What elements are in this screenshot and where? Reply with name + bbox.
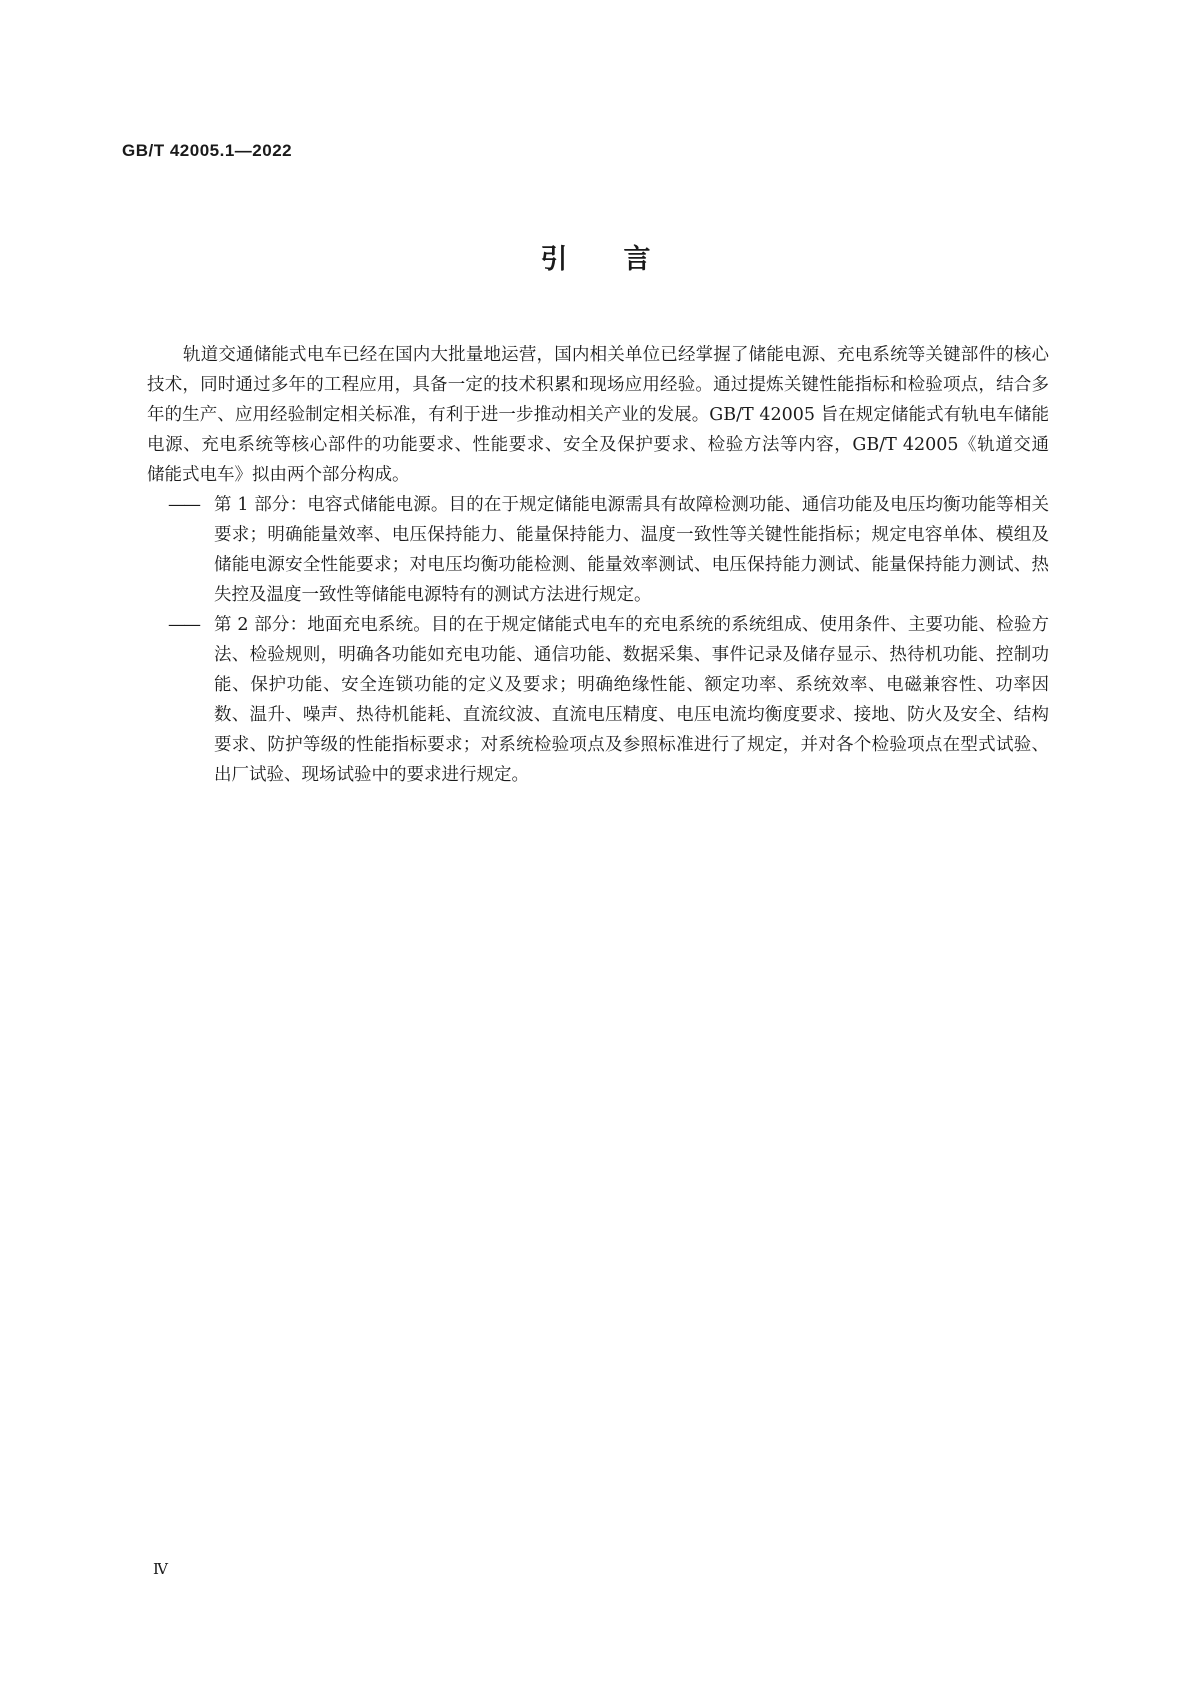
list-item-part-2 <box>147 610 1049 790</box>
list-dash: —— <box>168 495 199 515</box>
list-item-text: 第 2 部分：地面充电系统。目的在于规定储能式电车的充电系统的系统组成、使用条件、主要功能、检验方法、检验规则，明确各功能如充电功能、通信功能、数据采集、事件记录及储存显示、热待机功能、控制功能、保护功能、安全连锁功能的定义及要求；明确绝缘性能、额定功率、系统效率、电磁兼容性、功率因数、温升、噪声、热待机能耗、直流纹波、直流电压精度、电压电流均衡度要求、接地、防火及安全、结构要求、防护等级的性能指标要求；对系统检验项点及参照标准进行了规定，并对各个检验项点在型式试验、出厂试验、现场试验中的要求进行规定。 <box>214 615 1049 785</box>
list-item-text: 第 1 部分：电容式储能电源。目的在于规定储能电源需具有故障检测功能、通信功能及电压均衡功能等相关要求；明确能量效率、电压保持能力、能量保持能力、温度一致性等关键性能指标；规定电容单体、模组及储能电源安全性能要求；对电压均衡功能检测、能量效率测试、电压保持能力测试、能量保持能力测试、热失控及温度一致性等储能电源特有的测试方法进行规定。 <box>214 495 1049 605</box>
page-title: 引言 <box>540 244 707 275</box>
intro-paragraph: 轨道交通储能式电车已经在国内大批量地运营，国内相关单位已经掌握了储能电源、充电系统等关键部件的核心技术，同时通过多年的工程应用，具备一定的技术积累和现场应用经验。通过提炼关键性能指标和检验项点，结合多年的生产、应用经验制定相关标准，有利于进一步推动相关产业的发展。GB/T 42005 旨在规定储能式有轨电车储能电源、充电系统等核心部件的功能要求、性能要求、安全及保护要求、检验方法等内容，GB/T 42005《轨道交通 储能式电车》拟由两个部分构成。 <box>147 345 1067 485</box>
introduction-body <box>147 340 1067 790</box>
document-code: GB/T 42005.1—2022 <box>122 141 293 160</box>
list-item-part-1 <box>147 490 1049 610</box>
list-dash: —— <box>168 615 199 635</box>
page-number: Ⅳ <box>153 1560 168 1578</box>
